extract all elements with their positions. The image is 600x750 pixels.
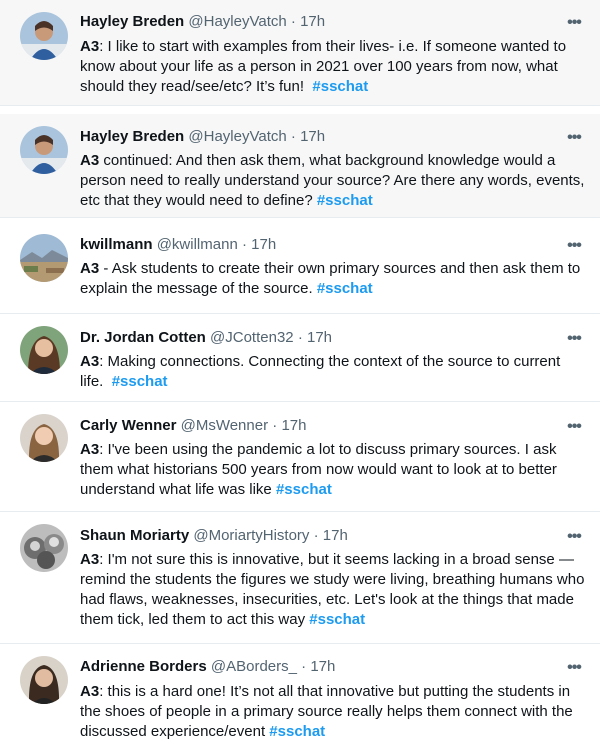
- separator-dot: ·: [313, 527, 319, 544]
- avatar-image: [20, 326, 68, 374]
- tweet-body: : I like to start with examples from their lives- i.e. If someone wanted to know about your life as a person in 2021 over 100 years from now, what should they read/see/etc? It’s fun!: [80, 38, 567, 95]
- tweet-text: [80, 440, 585, 500]
- tweet-body: : I'm not sure this is innovative, but it seems lacking in a broad sense — remind the students the figures we study were living, breathing humans who had flaws, weaknesses, insecurities, etc. Let's look at the things that made them tick, led them to act this way: [80, 551, 585, 628]
- hashtag-link[interactable]: #sschat: [316, 280, 373, 297]
- timestamp[interactable]: 17h: [310, 658, 336, 675]
- avatar-image: [20, 414, 68, 462]
- separator-dot: ·: [297, 329, 303, 346]
- avatar-image: [20, 524, 68, 572]
- tweet-text: [80, 550, 585, 630]
- display-name[interactable]: Dr. Jordan Cotten: [80, 329, 206, 346]
- tweet-text: [80, 259, 585, 299]
- timestamp[interactable]: 17h: [251, 236, 277, 253]
- avatar[interactable]: [20, 414, 68, 462]
- more-options-icon[interactable]: •••: [567, 237, 581, 254]
- tweet-header: [80, 235, 540, 255]
- answer-label: A3: [80, 441, 100, 458]
- separator-dot: ·: [272, 417, 278, 434]
- tweet-body: : Making connections. Connecting the context of the source to current life.: [80, 353, 561, 390]
- separator-dot: ·: [301, 658, 307, 675]
- tweet-body: : I've been using the pandemic a lot to discuss primary sources. I ask them what historians 500 years from now would want to look at to better understand what life was like: [80, 441, 557, 498]
- user-handle[interactable]: @MsWenner: [180, 417, 269, 434]
- avatar[interactable]: [20, 126, 68, 174]
- display-name[interactable]: Hayley Breden: [80, 13, 185, 30]
- more-options-icon[interactable]: •••: [567, 330, 581, 347]
- timestamp[interactable]: 17h: [281, 417, 307, 434]
- more-options-icon[interactable]: •••: [567, 659, 581, 676]
- tweet-header: [80, 416, 540, 436]
- more-options-icon[interactable]: •••: [567, 129, 581, 146]
- answer-label: A3: [80, 152, 100, 169]
- tweet-text: [80, 151, 585, 211]
- user-handle[interactable]: @MoriartyHistory: [193, 527, 310, 544]
- hashtag-link[interactable]: #sschat: [309, 611, 366, 628]
- user-handle[interactable]: @HayleyVatch: [188, 128, 287, 145]
- answer-label: A3: [80, 38, 100, 55]
- hashtag-link[interactable]: #sschat: [269, 723, 326, 740]
- avatar-image: [20, 656, 68, 704]
- tweet[interactable]: [0, 114, 600, 218]
- hashtag-link[interactable]: #sschat: [316, 192, 373, 209]
- timestamp[interactable]: 17h: [300, 13, 326, 30]
- answer-label: A3: [80, 551, 100, 568]
- tweet-header: [80, 12, 540, 32]
- tweet-body: continued: And then ask them, what background knowledge would a person need to really understand your source? Are there any words, events, etc that they would need to define?: [80, 152, 585, 209]
- tweet[interactable]: [0, 314, 600, 402]
- more-options-icon[interactable]: •••: [567, 418, 581, 435]
- tweet[interactable]: [0, 512, 600, 644]
- answer-label: A3: [80, 260, 100, 277]
- tweet-header: [80, 526, 540, 546]
- timestamp[interactable]: 17h: [322, 527, 348, 544]
- separator-dot: ·: [241, 236, 247, 253]
- answer-label: A3: [80, 353, 100, 370]
- display-name[interactable]: Shaun Moriarty: [80, 527, 190, 544]
- tweet-header: [80, 328, 540, 348]
- hashtag-link[interactable]: #sschat: [111, 373, 168, 390]
- answer-label: A3: [80, 683, 100, 700]
- tweet-body: - Ask students to create their own primary sources and then ask them to explain the message of the source.: [80, 260, 581, 297]
- display-name[interactable]: kwillmann: [80, 236, 153, 253]
- user-handle[interactable]: @HayleyVatch: [188, 13, 287, 30]
- tweet-header: [80, 127, 540, 147]
- tweet-body: : this is a hard one! It’s not all that innovative but putting the students in the shoes of people in a primary source really helps them connect with the discussed experience/event: [80, 683, 573, 740]
- display-name[interactable]: Adrienne Borders: [80, 658, 207, 675]
- more-options-icon[interactable]: •••: [567, 528, 581, 545]
- more-options-icon[interactable]: •••: [567, 14, 581, 31]
- hashtag-link[interactable]: #sschat: [312, 78, 369, 95]
- user-handle[interactable]: @ABorders_: [210, 658, 297, 675]
- avatar-image: [20, 126, 68, 174]
- avatar[interactable]: [20, 234, 68, 282]
- avatar[interactable]: [20, 524, 68, 572]
- tweet[interactable]: [0, 402, 600, 512]
- tweet-text: [80, 352, 585, 392]
- tweet-text: [80, 37, 585, 97]
- user-handle[interactable]: @JCotten32: [210, 329, 294, 346]
- separator-dot: ·: [290, 13, 296, 30]
- avatar-image: [20, 234, 68, 282]
- hashtag-link[interactable]: #sschat: [275, 481, 332, 498]
- timestamp[interactable]: 17h: [306, 329, 333, 346]
- tweet-text: [80, 682, 585, 742]
- user-handle[interactable]: @kwillmann: [156, 236, 238, 253]
- display-name[interactable]: Carly Wenner: [80, 417, 177, 434]
- separator-dot: ·: [290, 128, 296, 145]
- tweet[interactable]: [0, 220, 600, 314]
- avatar[interactable]: [20, 12, 68, 60]
- avatar-image: [20, 12, 68, 60]
- avatar[interactable]: [20, 326, 68, 374]
- timestamp[interactable]: 17h: [300, 128, 326, 145]
- tweet[interactable]: [0, 0, 600, 106]
- avatar[interactable]: [20, 656, 68, 704]
- display-name[interactable]: Hayley Breden: [80, 128, 185, 145]
- tweet[interactable]: [0, 644, 600, 750]
- tweet-header: [80, 657, 540, 677]
